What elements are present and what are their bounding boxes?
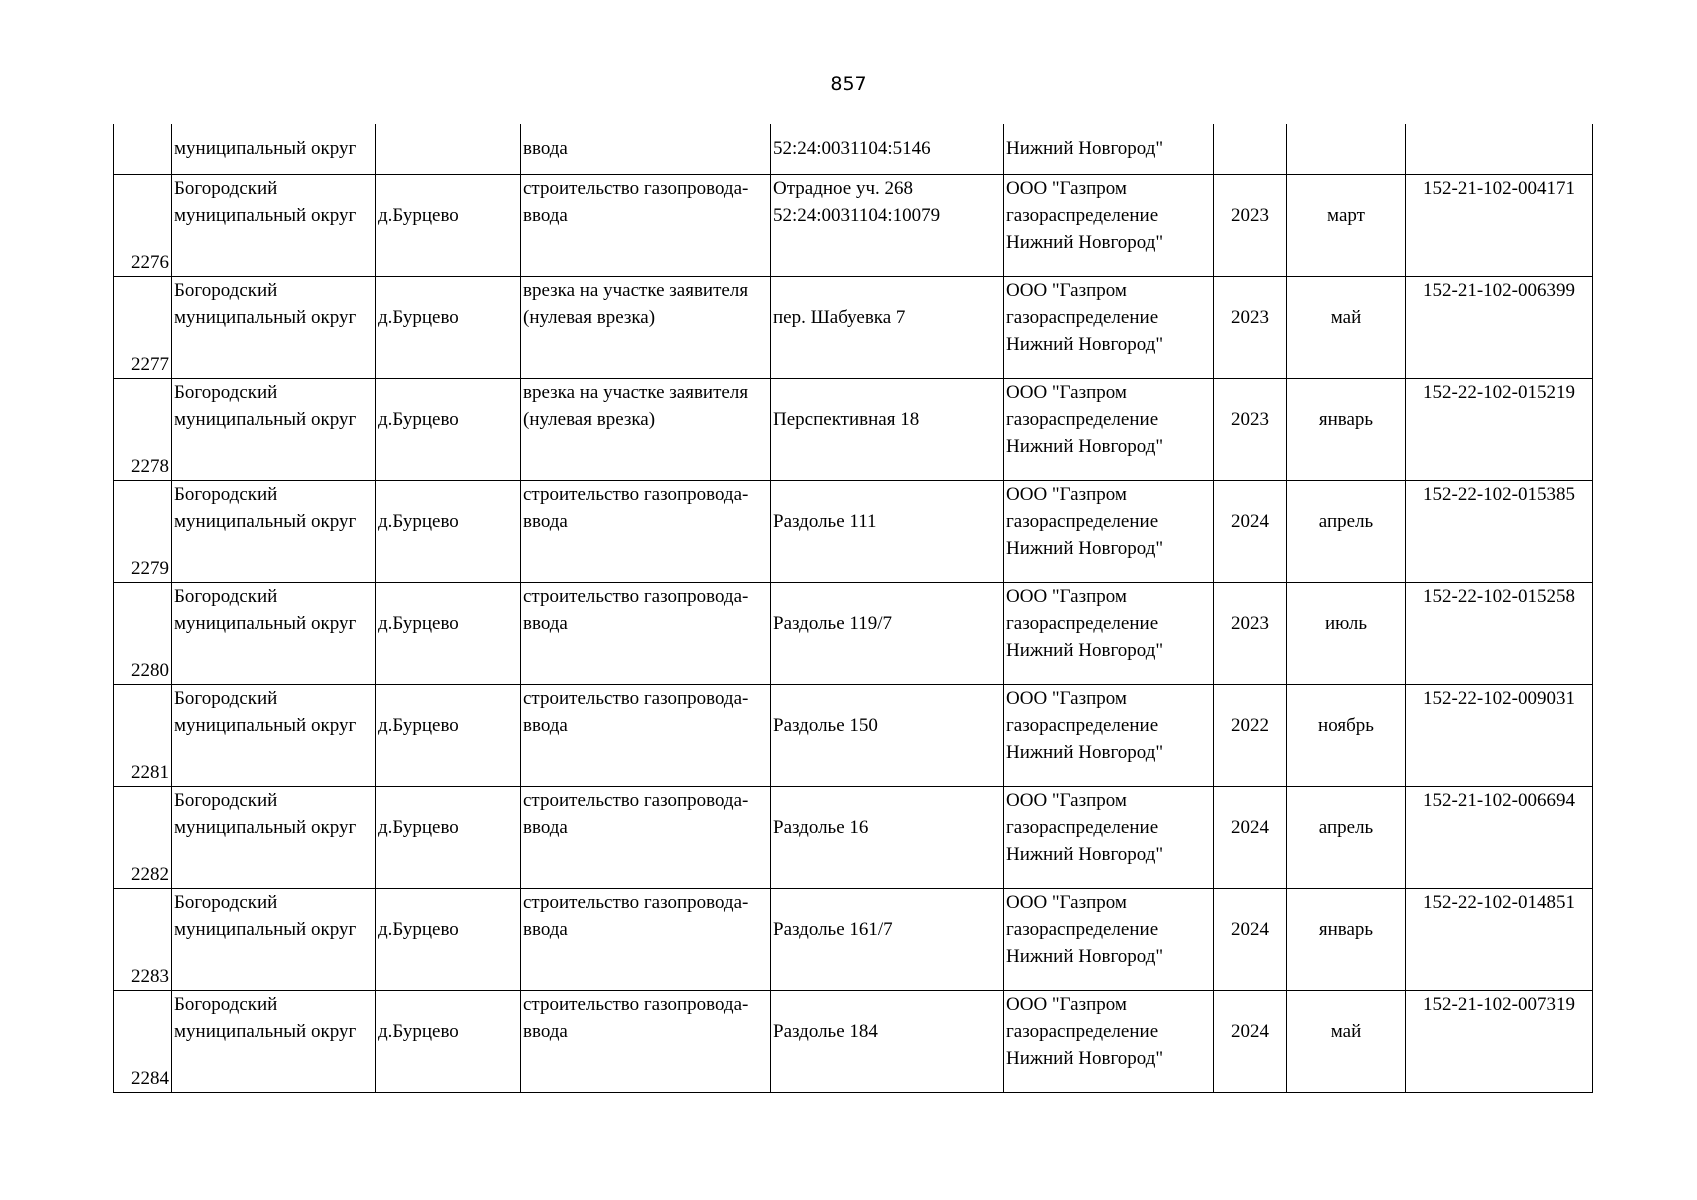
district-line-2: муниципальный округ <box>174 1020 357 1042</box>
row-number-cell <box>114 378 172 480</box>
row-number-cell <box>114 990 172 1092</box>
address-cell <box>771 378 1004 480</box>
work-type-cell <box>521 480 771 582</box>
work-line-1: строительство газопровода- <box>523 483 749 505</box>
district-cell <box>172 684 376 786</box>
organization-line-2: газораспределение <box>1006 306 1159 328</box>
work-type-cell <box>521 174 771 276</box>
year-cell <box>1214 888 1287 990</box>
table-row <box>114 888 1593 990</box>
district-cell <box>172 888 376 990</box>
row-number-cell <box>114 888 172 990</box>
organization-line-3: Нижний Новгород" <box>1006 639 1164 661</box>
organization-cell <box>1004 888 1214 990</box>
district-line-1: Богородский <box>174 483 278 505</box>
year-value: 2023 <box>1231 408 1269 430</box>
work-line-2: ввода <box>523 816 568 838</box>
settlement-name: д.Бурцево <box>378 816 459 838</box>
month-value: январь <box>1318 918 1374 940</box>
month-cell <box>1287 124 1406 174</box>
address-line-2: Раздолье 161/7 <box>773 918 893 940</box>
year-value: 2024 <box>1231 1020 1269 1042</box>
application-id: 152-22-102-015385 <box>1423 483 1575 505</box>
month-value: май <box>1330 306 1362 328</box>
address-line-2: пер. Шабуевка 7 <box>773 306 906 328</box>
organization-line-3: Нижний Новгород" <box>1006 231 1164 253</box>
work-line-1: строительство газопровода- <box>523 585 749 607</box>
row-number-cell <box>114 276 172 378</box>
work-line-2: ввода <box>523 918 568 940</box>
organization-line-1: ООО "Газпром <box>1006 993 1127 1015</box>
month-cell <box>1287 276 1406 378</box>
settlement-cell <box>376 124 521 174</box>
month-cell <box>1287 684 1406 786</box>
application-id: 152-22-102-014851 <box>1423 891 1575 913</box>
table-row <box>114 276 1593 378</box>
settlement-cell <box>376 582 521 684</box>
organization-line-3: Нижний Новгород" <box>1006 537 1164 559</box>
application-id-cell <box>1406 124 1593 174</box>
work-type-cell <box>521 378 771 480</box>
row-number-cell <box>114 124 172 174</box>
organization-line-1: ООО "Газпром <box>1006 687 1127 709</box>
organization-line-1: ООО "Газпром <box>1006 381 1127 403</box>
application-id-cell <box>1406 378 1593 480</box>
year-cell <box>1214 174 1287 276</box>
year-cell <box>1214 276 1287 378</box>
settlement-name: д.Бурцево <box>378 408 459 430</box>
organization-line-1: ООО "Газпром <box>1006 177 1127 199</box>
row-number: 2283 <box>131 965 169 987</box>
organization-line-3: Нижний Новгород" <box>1006 945 1164 967</box>
address-cell <box>771 480 1004 582</box>
organization-cell <box>1004 990 1214 1092</box>
settlement-cell <box>376 684 521 786</box>
table-row <box>114 480 1593 582</box>
application-id: 152-21-102-006399 <box>1423 279 1575 301</box>
organization-line-1: ООО "Газпром <box>1006 585 1127 607</box>
address-cell <box>771 174 1004 276</box>
district-line-1: Богородский <box>174 177 278 199</box>
district-cell <box>172 276 376 378</box>
address-cell: 52:24:0031104:5146 <box>771 124 1004 174</box>
district-line-2: муниципальный округ <box>174 714 357 736</box>
month-value: январь <box>1318 408 1374 430</box>
address-line-1 <box>773 787 1001 814</box>
year-value: 2024 <box>1231 918 1269 940</box>
application-id: 152-21-102-004171 <box>1423 177 1575 199</box>
address-line-1 <box>773 889 1001 916</box>
address-line-1 <box>773 685 1001 712</box>
application-id-cell <box>1406 480 1593 582</box>
organization-cell <box>1004 582 1214 684</box>
organization-line-3: Нижний Новгород" <box>1006 843 1164 865</box>
work-line-1: строительство газопровода- <box>523 177 749 199</box>
address-cell <box>771 276 1004 378</box>
address-cell <box>771 582 1004 684</box>
work-line-1: строительство газопровода- <box>523 687 749 709</box>
district-cell: муниципальный округ <box>172 124 376 174</box>
application-id: 152-21-102-006694 <box>1423 789 1575 811</box>
district-line-2: муниципальный округ <box>174 510 357 532</box>
table-row <box>114 582 1593 684</box>
application-id-cell <box>1406 888 1593 990</box>
work-line-1: врезка на участке заявителя <box>523 279 749 301</box>
address-line-1 <box>773 583 1001 610</box>
address-line-1 <box>773 379 1001 406</box>
application-id: 152-22-102-009031 <box>1423 687 1575 709</box>
year-cell <box>1214 786 1287 888</box>
application-id: 152-22-102-015258 <box>1423 585 1575 607</box>
year-value: 2023 <box>1231 306 1269 328</box>
district-line-2: муниципальный округ <box>174 204 357 226</box>
application-id-cell <box>1406 684 1593 786</box>
table-row-continued <box>114 124 1593 174</box>
settlement-name: д.Бурцево <box>378 306 459 328</box>
settlement-cell <box>376 276 521 378</box>
row-number: 2282 <box>131 863 169 885</box>
application-id: 152-21-102-007319 <box>1423 993 1575 1015</box>
organization-line-2: газораспределение <box>1006 204 1159 226</box>
year-value: 2023 <box>1231 204 1269 226</box>
month-cell <box>1287 174 1406 276</box>
organization-line-2: газораспределение <box>1006 612 1159 634</box>
address-line-1: Отрадное уч. 268 <box>773 177 913 199</box>
work-line-2: ввода <box>523 714 568 736</box>
work-line-2: (нулевая врезка) <box>523 306 656 328</box>
month-cell <box>1287 786 1406 888</box>
district-line-1: Богородский <box>174 993 278 1015</box>
address-line-1 <box>773 991 1001 1018</box>
month-value: ноябрь <box>1318 714 1374 736</box>
work-type-cell <box>521 276 771 378</box>
month-value: март <box>1327 204 1365 226</box>
table-row <box>114 378 1593 480</box>
organization-cell <box>1004 276 1214 378</box>
month-cell <box>1287 888 1406 990</box>
settlement-cell <box>376 990 521 1092</box>
row-number: 2281 <box>131 761 169 783</box>
settlement-name: д.Бурцево <box>378 612 459 634</box>
organization-line-1: ООО "Газпром <box>1006 891 1127 913</box>
district-cell <box>172 786 376 888</box>
district-cell <box>172 582 376 684</box>
work-type-cell <box>521 684 771 786</box>
organization-cell <box>1004 174 1214 276</box>
month-cell <box>1287 378 1406 480</box>
settlement-cell <box>376 378 521 480</box>
row-number: 2278 <box>131 455 169 477</box>
month-value: май <box>1330 1020 1362 1042</box>
row-number: 2284 <box>131 1067 169 1089</box>
district-line-2: муниципальный округ <box>174 918 357 940</box>
work-line-2: ввода <box>523 510 568 532</box>
work-type-cell <box>521 786 771 888</box>
application-id-cell <box>1406 582 1593 684</box>
district-cell <box>172 378 376 480</box>
organization-line-3: Нижний Новгород" <box>1006 741 1164 763</box>
row-number: 2277 <box>131 353 169 375</box>
work-type-cell <box>521 582 771 684</box>
work-type-cell <box>521 888 771 990</box>
address-line-1 <box>773 277 1001 304</box>
organization-line-2: газораспределение <box>1006 918 1159 940</box>
row-number-cell <box>114 582 172 684</box>
settlement-cell <box>376 888 521 990</box>
row-number: 2279 <box>131 557 169 579</box>
organization-line-2: газораспределение <box>1006 408 1159 430</box>
table-row <box>114 990 1593 1092</box>
table-row <box>114 684 1593 786</box>
organization-line-1: ООО "Газпром <box>1006 279 1127 301</box>
address-line-2: Раздолье 111 <box>773 510 877 532</box>
settlement-cell <box>376 174 521 276</box>
district-cell <box>172 990 376 1092</box>
row-number: 2276 <box>131 251 169 273</box>
organization-line-3: Нижний Новгород" <box>1006 333 1164 355</box>
address-line-2: Перспективная 18 <box>773 408 920 430</box>
district-line-2: муниципальный округ <box>174 408 357 430</box>
settlement-name: д.Бурцево <box>378 1020 459 1042</box>
address-cell <box>771 888 1004 990</box>
organization-cell <box>1004 378 1214 480</box>
month-value: апрель <box>1318 816 1374 838</box>
address-cell <box>771 684 1004 786</box>
year-cell <box>1214 124 1287 174</box>
table-row <box>114 174 1593 276</box>
work-line-2: ввода <box>523 204 568 226</box>
year-value: 2022 <box>1231 714 1269 736</box>
row-number-cell <box>114 684 172 786</box>
organization-cell <box>1004 684 1214 786</box>
address-line-2: Раздолье 184 <box>773 1020 878 1042</box>
work-line-1: строительство газопровода- <box>523 891 749 913</box>
address-line-1 <box>773 481 1001 508</box>
address-line-2: Раздолье 119/7 <box>773 612 892 634</box>
organization-cell <box>1004 480 1214 582</box>
organization-cell: Нижний Новгород" <box>1004 124 1214 174</box>
district-line-2: муниципальный округ <box>174 816 357 838</box>
table-row <box>114 786 1593 888</box>
work-type-cell: ввода <box>521 124 771 174</box>
page-number: 857 <box>830 73 867 95</box>
organization-line-3: Нижний Новгород" <box>1006 1047 1164 1069</box>
district-line-1: Богородский <box>174 381 278 403</box>
organization-line-1: ООО "Газпром <box>1006 483 1127 505</box>
application-id-cell <box>1406 990 1593 1092</box>
table-body <box>114 124 1593 1092</box>
district-cell <box>172 174 376 276</box>
application-id-cell <box>1406 786 1593 888</box>
row-number-cell <box>114 174 172 276</box>
work-line-2: ввода <box>523 1020 568 1042</box>
month-cell <box>1287 582 1406 684</box>
settlement-cell <box>376 786 521 888</box>
application-id-cell <box>1406 174 1593 276</box>
settlement-name: д.Бурцево <box>378 714 459 736</box>
address-line-2: Раздолье 150 <box>773 714 878 736</box>
work-line-1: врезка на участке заявителя <box>523 381 749 403</box>
work-line-1: строительство газопровода- <box>523 993 749 1015</box>
address-cell <box>771 990 1004 1092</box>
year-cell <box>1214 480 1287 582</box>
district-line-1: Богородский <box>174 279 278 301</box>
row-number: 2280 <box>131 659 169 681</box>
organization-line-2: газораспределение <box>1006 714 1159 736</box>
month-value: апрель <box>1318 510 1374 532</box>
application-id: 152-22-102-015219 <box>1423 381 1575 403</box>
gasification-table <box>113 124 1593 1093</box>
settlement-name: д.Бурцево <box>378 510 459 532</box>
year-value: 2024 <box>1231 816 1269 838</box>
district-line-1: Богородский <box>174 891 278 913</box>
year-cell <box>1214 990 1287 1092</box>
district-line-2: муниципальный округ <box>174 306 357 328</box>
year-cell <box>1214 378 1287 480</box>
work-line-2: (нулевая врезка) <box>523 408 656 430</box>
district-cell <box>172 480 376 582</box>
district-line-1: Богородский <box>174 687 278 709</box>
year-value: 2024 <box>1231 510 1269 532</box>
application-id-cell <box>1406 276 1593 378</box>
row-number-cell <box>114 786 172 888</box>
organization-line-1: ООО "Газпром <box>1006 789 1127 811</box>
settlement-name: д.Бурцево <box>378 204 459 226</box>
organization-line-2: газораспределение <box>1006 1020 1159 1042</box>
year-cell <box>1214 582 1287 684</box>
address-cell <box>771 786 1004 888</box>
district-line-2: муниципальный округ <box>174 612 357 634</box>
settlement-cell <box>376 480 521 582</box>
address-line-2: Раздолье 16 <box>773 816 869 838</box>
month-value: июль <box>1324 612 1368 634</box>
month-cell <box>1287 990 1406 1092</box>
work-line-1: строительство газопровода- <box>523 789 749 811</box>
month-cell <box>1287 480 1406 582</box>
row-number-cell <box>114 480 172 582</box>
district-line-1: Богородский <box>174 585 278 607</box>
work-line-2: ввода <box>523 612 568 634</box>
work-type-cell <box>521 990 771 1092</box>
organization-line-2: газораспределение <box>1006 816 1159 838</box>
year-cell <box>1214 684 1287 786</box>
organization-line-3: Нижний Новгород" <box>1006 435 1164 457</box>
organization-line-2: газораспределение <box>1006 510 1159 532</box>
district-line-1: Богородский <box>174 789 278 811</box>
year-value: 2023 <box>1231 612 1269 634</box>
settlement-name: д.Бурцево <box>378 918 459 940</box>
address-line-2: 52:24:0031104:10079 <box>773 204 941 226</box>
organization-cell <box>1004 786 1214 888</box>
